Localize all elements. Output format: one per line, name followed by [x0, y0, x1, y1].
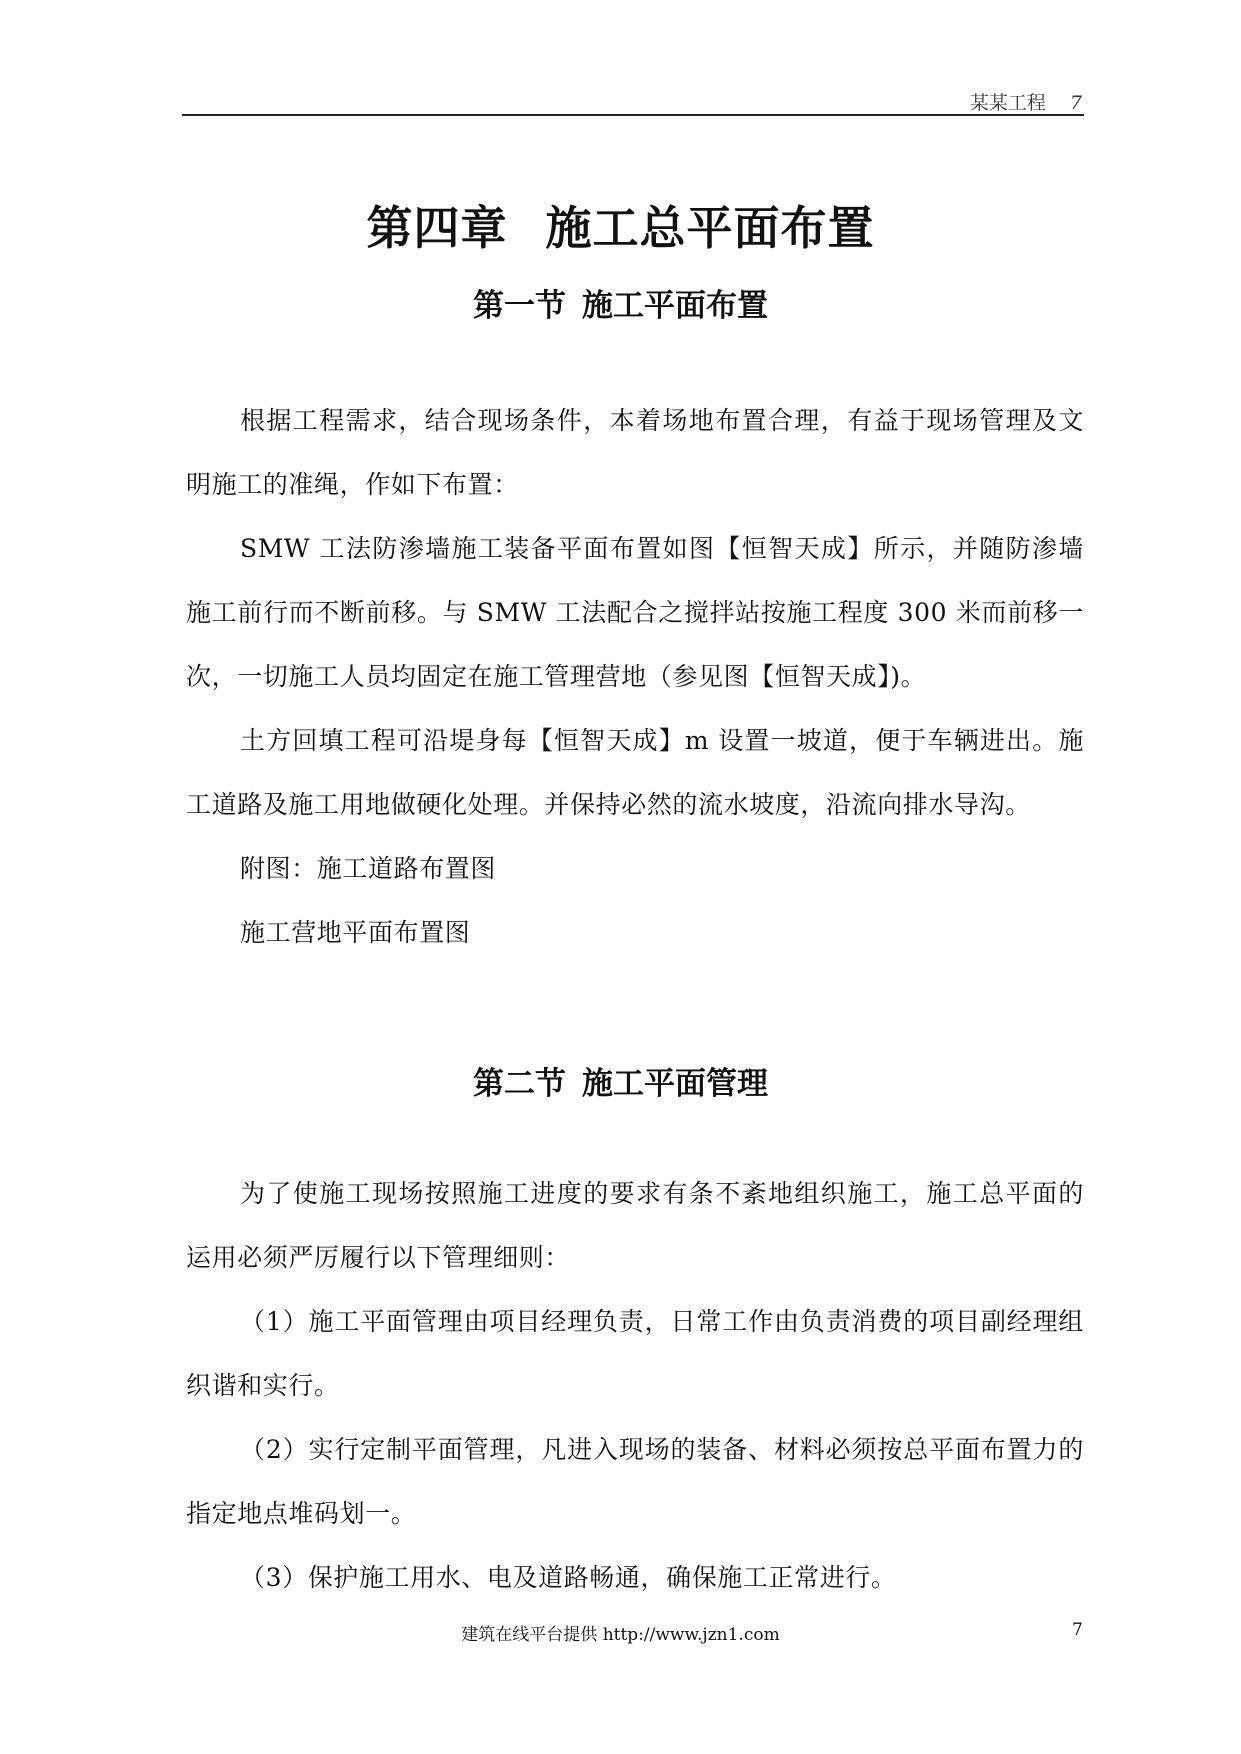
paragraph: SMW 工法防渗墙施工装备平面布置如图【恒智天成】所示，并随防渗墙施工前行而不断前移。与 SMW 工法配合之搅拌站按施工程度 300 米而前移一次，一切施工人员均固定在施工管理营地（参见图【恒智天成】)。	[186, 534, 1084, 691]
section-heading-2: 施工平面管理	[582, 1066, 768, 1102]
paragraph: 为了使施工现场按照施工进度的要求有条不紊地组织施工，施工总平面的运用必须严厉履行以下管理细则：	[186, 1179, 1084, 1272]
paragraph: 施工营地平面布置图	[240, 918, 471, 947]
section-title-1	[0, 280, 1241, 325]
chapter-number: 第四章	[366, 201, 508, 255]
chapter-title	[0, 192, 1241, 258]
chapter-heading: 施工总平面布置	[545, 201, 875, 255]
header-project-name: 某某工程	[969, 92, 1046, 114]
header-right	[970, 88, 1082, 115]
footer-provider: 建筑在线平台提供 http://www.jzn1.com	[461, 1625, 780, 1645]
paragraph: （2）实行定制平面管理，凡进入现场的装备、材料必须按总平面布置力的指定地点堆码划一。	[186, 1435, 1084, 1528]
paragraph: （3）保护施工用水、电及道路畅通，确保施工正常进行。	[240, 1563, 897, 1592]
paragraph: 根据工程需求，结合现场条件，本着场地布置合理，有益于现场管理及文明施工的准绳，作如下布置：	[186, 406, 1084, 499]
paragraph: （1）施工平面管理由项目经理负责，日常工作由负责消费的项目副经理组织谐和实行。	[186, 1307, 1084, 1400]
section-heading-1: 施工平面布置	[582, 288, 768, 324]
header-page-number: 7	[1069, 92, 1082, 114]
section-number-2: 第二节	[473, 1066, 566, 1102]
paragraph: 土方回填工程可沿堤身每【恒智天成】m 设置一坡道，便于车辆进出。施工道路及施工用地做硬化处理。并保持必然的流水坡度，沿流向排水导沟。	[186, 726, 1084, 819]
paragraph: 附图：施工道路布置图	[240, 854, 497, 883]
running-header	[182, 82, 1084, 116]
footer-page-number: 7	[1072, 1620, 1083, 1640]
section-title-2	[0, 1058, 1241, 1103]
section-number-1: 第一节	[473, 288, 566, 324]
